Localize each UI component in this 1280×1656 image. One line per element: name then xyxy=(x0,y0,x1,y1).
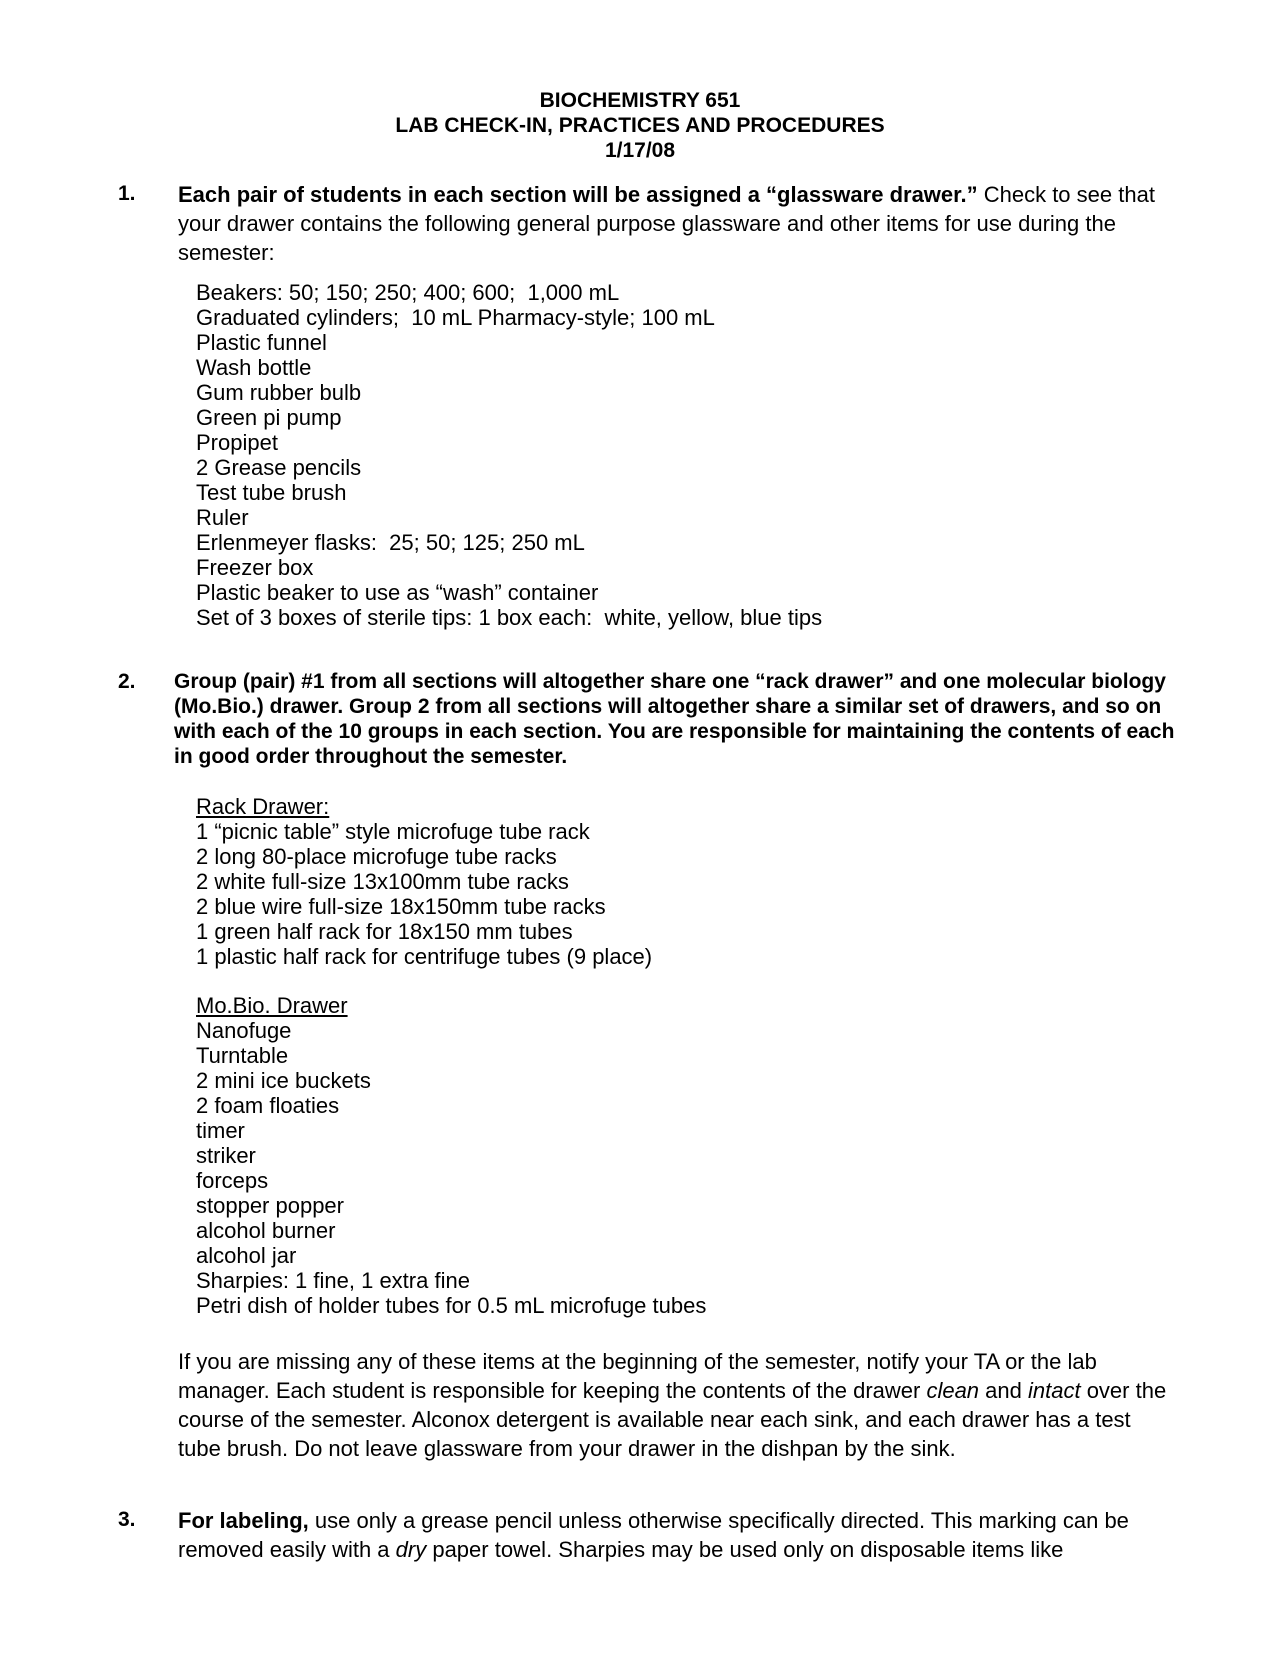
section-1-bold: Each pair of students in each section will be assigned a “glassware drawer.” xyxy=(178,182,978,207)
section-3-text: use only a grease pencil unless otherwise specifically directed. This marking can be removed easily with a xyxy=(178,1508,1129,1562)
section-2-note xyxy=(178,1347,1178,1463)
list-item: Freezer box xyxy=(196,555,314,580)
rack-drawer-heading: Rack Drawer: xyxy=(196,794,330,819)
section-3-bold: For labeling, xyxy=(178,1508,309,1533)
note-clean: clean xyxy=(926,1378,980,1403)
list-item: 2 white full-size 13x100mm tube racks xyxy=(196,869,569,894)
list-item: alcohol jar xyxy=(196,1243,297,1268)
list-item: Set of 3 boxes of sterile tips: 1 box each: white, yellow, blue tips xyxy=(196,605,823,630)
list-item: timer xyxy=(196,1118,245,1143)
list-item: Turntable xyxy=(196,1043,289,1068)
list-item: Ruler xyxy=(196,505,249,530)
section-number: 1. xyxy=(118,182,136,205)
document-title: LAB CHECK-IN, PRACTICES AND PROCEDURES xyxy=(395,114,885,137)
section-number: 2. xyxy=(118,670,136,693)
note-and: and xyxy=(979,1378,1028,1403)
list-item: Graduated cylinders; 10 mL Pharmacy-style; 100 mL xyxy=(196,305,715,330)
list-item: striker xyxy=(196,1143,256,1168)
section-3-italic: dry xyxy=(395,1537,427,1562)
list-item: 1 green half rack for 18x150 mm tubes xyxy=(196,919,573,944)
mobio-drawer-list xyxy=(196,993,706,1318)
list-item: 1 “picnic table” style microfuge tube rack xyxy=(196,819,590,844)
document-date: 1/17/08 xyxy=(604,139,676,162)
glassware-list xyxy=(196,280,822,630)
list-item: 2 mini ice buckets xyxy=(196,1068,371,1093)
list-item: 2 Grease pencils xyxy=(196,455,362,480)
list-item: Petri dish of holder tubes for 0.5 mL microfuge tubes xyxy=(196,1293,707,1318)
section-3-paragraph xyxy=(178,1506,1178,1564)
section-1-text: Check to see that your drawer contains the following general purpose glassware and other items for use during the semester: xyxy=(178,182,1155,265)
list-item: Beakers: 50; 150; 250; 400; 600; 1,000 mL xyxy=(196,280,620,305)
section-1-paragraph xyxy=(178,180,1178,267)
list-item: Propipet xyxy=(196,430,278,455)
list-item: stopper popper xyxy=(196,1193,344,1218)
list-item: Test tube brush xyxy=(196,480,347,505)
list-item: Nanofuge xyxy=(196,1018,292,1043)
list-item: forceps xyxy=(196,1168,269,1193)
section-2-paragraph: Group (pair) #1 from all sections will altogether share one “rack drawer” and one molecular biology (Mo.Bio.) drawer. Group 2 from all sections will altogether share a similar set of drawers, and so on with each of the 10 groups in each section. You are responsible for maintaining the contents of each in good order throughout the semester. xyxy=(174,670,1175,768)
list-item: alcohol burner xyxy=(196,1218,336,1243)
list-item: Gum rubber bulb xyxy=(196,380,362,405)
rack-drawer-list xyxy=(196,794,652,969)
list-item: Erlenmeyer flasks: 25; 50; 125; 250 mL xyxy=(196,530,585,555)
section-number: 3. xyxy=(118,1508,136,1531)
list-item: Sharpies: 1 fine, 1 extra fine xyxy=(196,1268,470,1293)
course-title: BIOCHEMISTRY 651 xyxy=(539,89,741,112)
list-item: Green pi pump xyxy=(196,405,342,430)
list-item: 2 foam floaties xyxy=(196,1093,340,1118)
list-item: Plastic beaker to use as “wash” container xyxy=(196,580,599,605)
list-item: 2 blue wire full-size 18x150mm tube racks xyxy=(196,894,606,919)
document-header xyxy=(0,88,1280,163)
list-item: Wash bottle xyxy=(196,355,312,380)
note-text-b: over the course of the semester. Alconox detergent is available near each sink, and each drawer has a test tube brush. Do not leave glassware from your drawer in the dishpan by the sink. xyxy=(178,1378,1167,1461)
note-text: If you are missing any of these items at the beginning of the semester, notify your TA or the lab manager. Each student is responsible for keeping the contents of the drawer xyxy=(178,1349,1097,1403)
list-item: 2 long 80-place microfuge tube racks xyxy=(196,844,557,869)
section-3-text-b: paper towel. Sharpies may be used only on disposable items like xyxy=(426,1537,1064,1562)
list-item: 1 plastic half rack for centrifuge tubes (9 place) xyxy=(196,944,653,969)
list-item: Plastic funnel xyxy=(196,330,327,355)
note-intact: intact xyxy=(1027,1378,1081,1403)
mobio-drawer-heading: Mo.Bio. Drawer xyxy=(196,993,348,1018)
